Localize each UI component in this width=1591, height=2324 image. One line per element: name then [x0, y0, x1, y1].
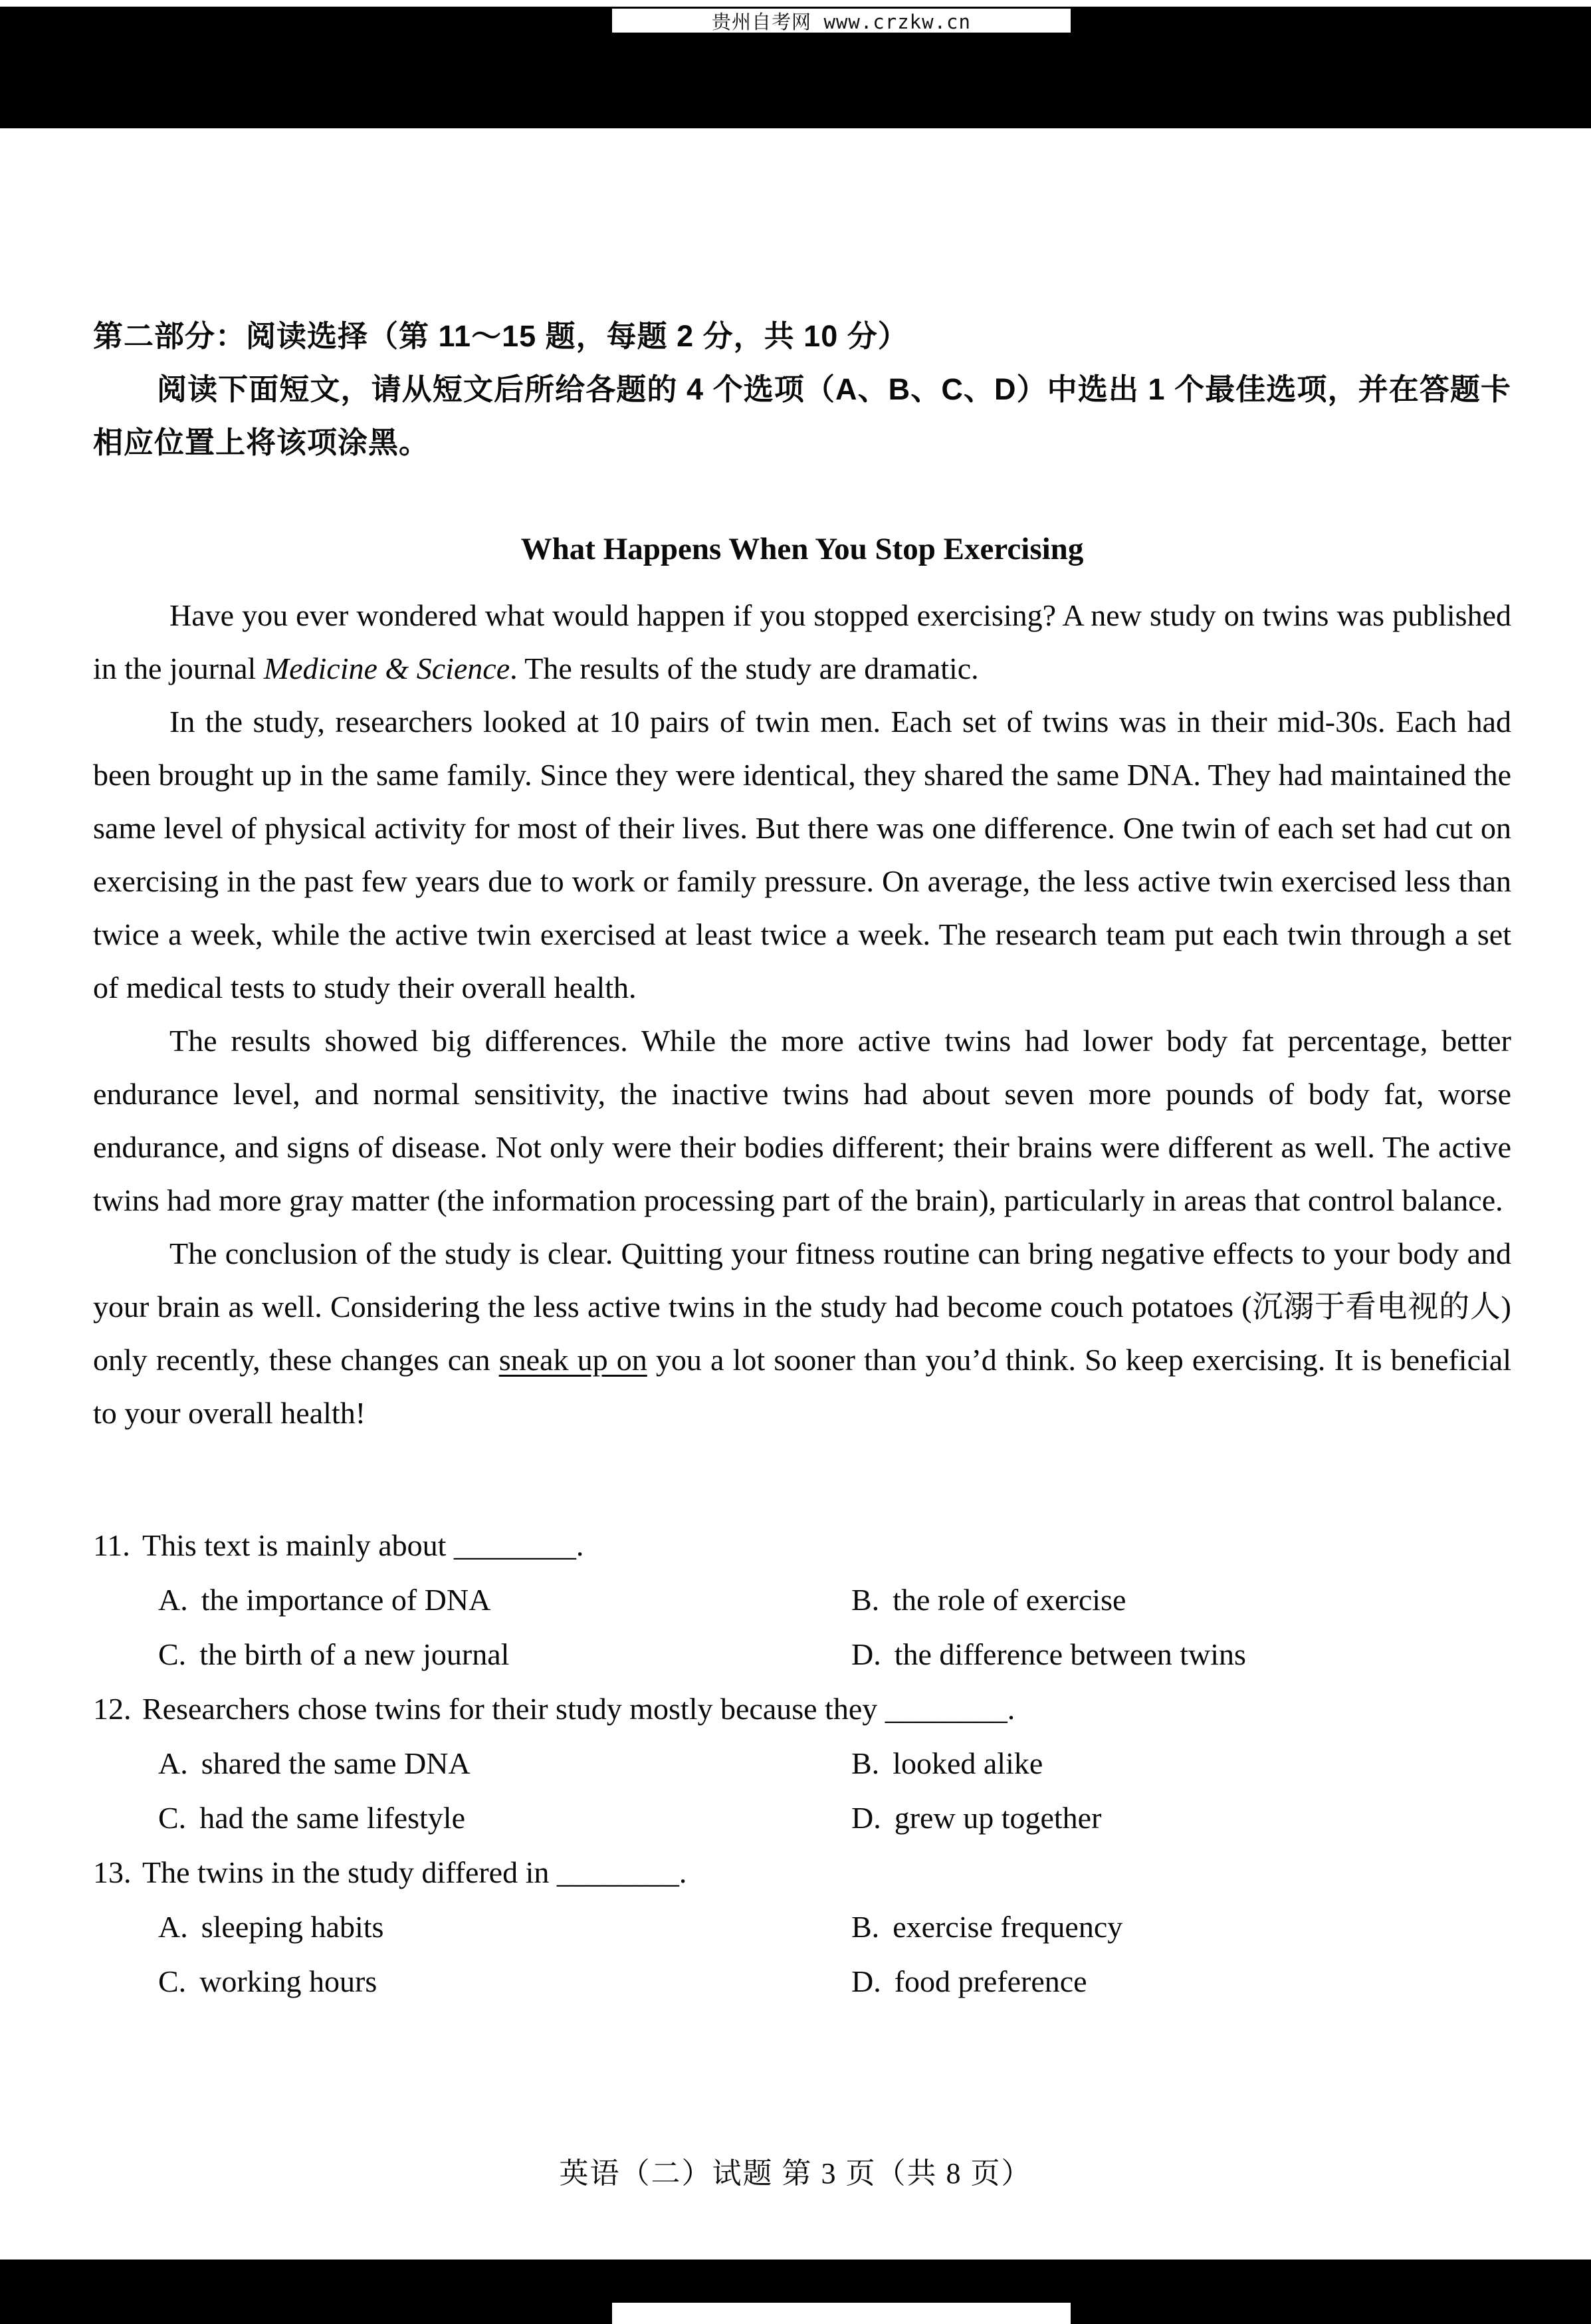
- paragraph-4-text-b: you a lot sooner than you’d think. So keep exercising. It is beneficial to your overall health!: [93, 1343, 1511, 1430]
- question-13: [93, 1845, 1511, 2009]
- option-11-A: [158, 1573, 851, 1627]
- option-label: B.: [851, 1583, 880, 1617]
- passage-paragraph-3: The results showed big differences. While the more active twins had lower body fat percentage, better endurance level, and normal sensitivity, the inactive twins had about seven more pounds of body fat, worse endurance, and signs of disease. Not only were their bodies different; their brains were different as well. The active twins had more gray matter (the information processing part of the brain), particularly in areas that control balance.: [93, 1024, 1511, 1217]
- option-12-D: [851, 1791, 1511, 1845]
- section-instructions: 阅读下面短文，请从短文后所给各题的 4 个选项（A、B、C、D）中选出 1 个最佳选项，并在答题卡相应位置上将该项涂黑。: [93, 372, 1511, 459]
- question-12-options: [93, 1736, 1511, 1845]
- option-text: looked alike: [893, 1746, 1043, 1780]
- question-stem: This text is mainly about ________.: [142, 1528, 584, 1562]
- option-label: A.: [158, 1583, 188, 1617]
- option-label: A.: [158, 1910, 188, 1944]
- option-12-B: [851, 1736, 1511, 1791]
- question-13-stem-row: [93, 1845, 1511, 1900]
- option-11-B: [851, 1573, 1511, 1627]
- option-label: C.: [158, 1801, 187, 1835]
- option-13-D: [851, 1954, 1511, 2009]
- option-11-D: [851, 1627, 1511, 1682]
- passage-title: What Happens When You Stop Exercising: [520, 532, 1084, 566]
- question-number: 11.: [93, 1528, 130, 1562]
- option-12-C: [158, 1791, 851, 1845]
- underlined-phrase: sneak up on: [498, 1343, 647, 1377]
- question-12: [93, 1682, 1511, 1845]
- paragraph-4-text-a: The conclusion of the study is clear. Quitting your fitness routine can bring negative effects to your body and your brain as well. Considering the less active twins in the study had become couch potatoes (沉溺于看电视的人) only recently, these changes can: [93, 1236, 1511, 1377]
- option-text: shared the same DNA: [201, 1746, 471, 1780]
- option-label: D.: [851, 1801, 881, 1835]
- question-11: [93, 1518, 1511, 1682]
- site-watermark-label: 贵州自考网 www.crzkw.cn: [712, 10, 971, 33]
- option-label: C.: [158, 1637, 187, 1671]
- question-stem: The twins in the study differed in ________.: [142, 1855, 687, 1889]
- page-footer: 英语（二）试题 第 3 页（共 8 页）: [559, 2157, 1032, 2190]
- question-stem: Researchers chose twins for their study mostly because they ________.: [142, 1692, 1015, 1726]
- passage-paragraph-1: [93, 589, 1511, 695]
- option-label: B.: [851, 1746, 880, 1780]
- option-label: D.: [851, 1964, 881, 1998]
- option-label: D.: [851, 1637, 881, 1671]
- passage-paragraph-2: In the study, researchers looked at 10 pairs of twin men. Each set of twins was in their mid-30s. Each had been brought up in the same family. Since they were identical, they shared the same DNA. They had maintained the same level of physical activity for most of their lives. But there was one difference. One twin of each set had cut on exercising in the past few years due to work or family pressure. On average, the less active twin exercised less than twice a week, while the active twin exercised at least twice a week. The research team put each twin through a set of medical tests to study their overall health.: [93, 705, 1511, 1004]
- option-label: B.: [851, 1910, 880, 1944]
- option-label: A.: [158, 1746, 188, 1780]
- question-11-stem-row: [93, 1518, 1511, 1573]
- section-heading: 第二部分：阅读选择（第 11～15 题，每题 2 分，共 10 分）: [93, 319, 908, 353]
- option-11-C: [158, 1627, 851, 1682]
- page-content: [93, 130, 1511, 2009]
- questions-section: [93, 1518, 1511, 2009]
- option-text: had the same lifestyle: [199, 1801, 465, 1835]
- option-text: the role of exercise: [893, 1583, 1126, 1617]
- option-text: working hours: [199, 1964, 377, 1998]
- journal-name-italic: Medicine & Science: [263, 651, 510, 685]
- paragraph-1-text-b: . The results of the study are dramatic.: [510, 651, 979, 685]
- option-text: grew up together: [894, 1801, 1102, 1835]
- site-watermark-bottom: [612, 2303, 1071, 2324]
- paragraph-1-text-a: Have you ever wondered what would happen if you stopped exercising? A new study on twins was published in the journal: [93, 598, 1511, 685]
- option-text: food preference: [894, 1964, 1087, 1998]
- option-text: the difference between twins: [894, 1637, 1246, 1671]
- option-text: exercise frequency: [893, 1910, 1123, 1944]
- option-13-C: [158, 1954, 851, 2009]
- passage-paragraph-4: [93, 1227, 1511, 1440]
- question-number: 13.: [93, 1855, 132, 1889]
- question-13-options: [93, 1900, 1511, 2009]
- question-number: 12.: [93, 1692, 132, 1726]
- option-text: the birth of a new journal: [199, 1637, 510, 1671]
- option-text: sleeping habits: [201, 1910, 384, 1944]
- question-11-options: [93, 1573, 1511, 1682]
- option-13-A: [158, 1900, 851, 1954]
- option-text: the importance of DNA: [201, 1583, 491, 1617]
- site-watermark-top: [612, 9, 1071, 33]
- option-12-A: [158, 1736, 851, 1791]
- option-13-B: [851, 1900, 1511, 1954]
- option-label: C.: [158, 1964, 187, 1998]
- question-12-stem-row: [93, 1682, 1511, 1736]
